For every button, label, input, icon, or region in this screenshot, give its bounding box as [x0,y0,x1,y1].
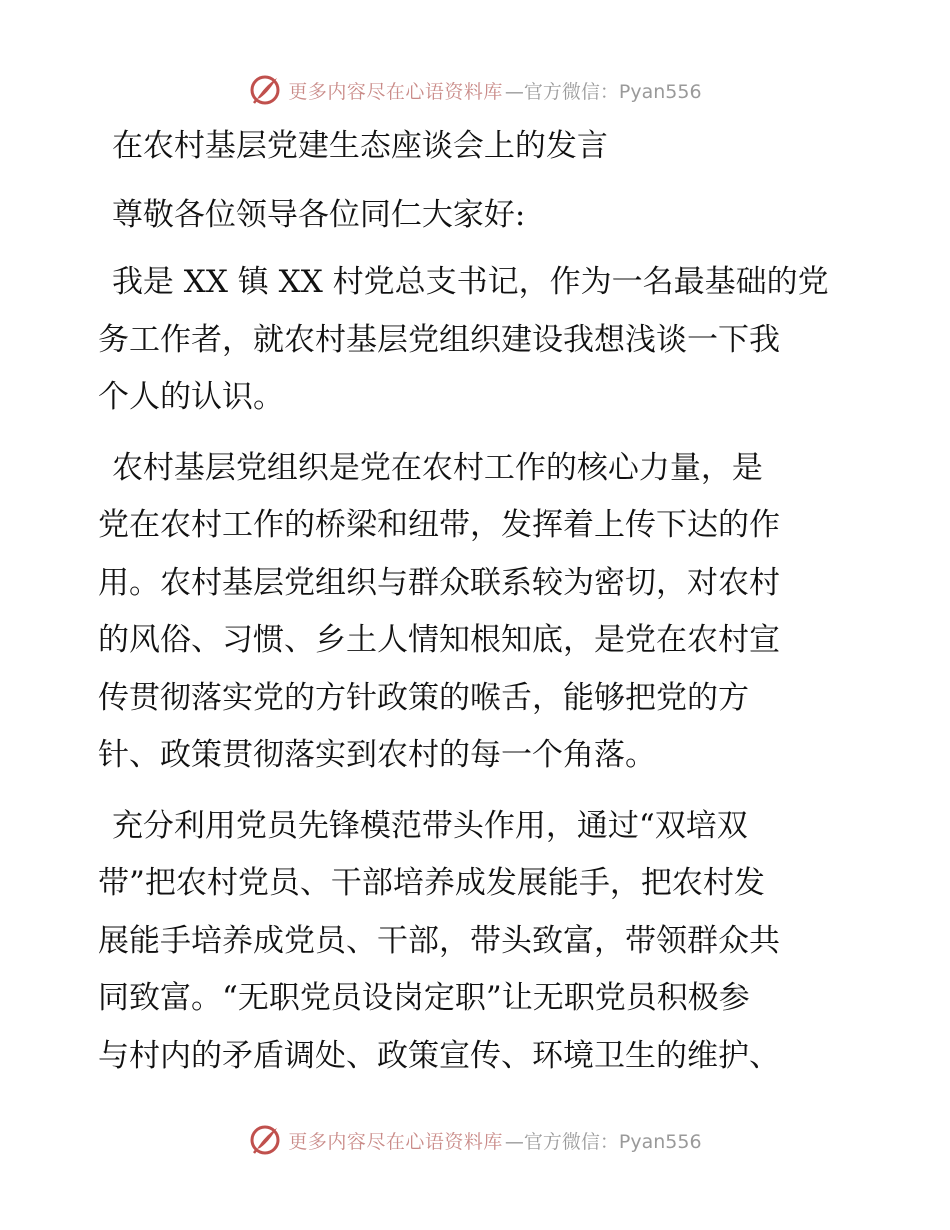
paragraph-line: 务工作者，就农村基层党组织建设我想浅谈一下我 [98,321,780,358]
paragraph-line: 我是 XX 镇 XX 村党总支书记，作为一名最基础的党 [111,264,829,300]
header-watermark [0,70,950,110]
paragraph-line: 传贯彻落实党的方针政策的喉舌，能够把党的方 [98,679,749,716]
paragraph-line: 农村基层党组织是党在农村工作的核心力量，是 [111,449,763,486]
paragraph-line: 针、政策贯彻落实到农村的每一个角落。 [98,737,656,773]
paragraph-line: 个人的认识。 [98,379,284,415]
watermark-main-text: 更多内容尽在心语资料库 [288,1130,503,1153]
paragraph-2 [98,440,858,785]
document-title: 在农村基层党建生态座谈会上的发言 [111,128,608,164]
paragraph-line: 党在农村工作的桥梁和纽带，发挥着上传下达的作 [98,507,780,543]
watermark-sub-text: —官方微信：Pyan556 [504,80,702,103]
paragraph-1 [98,254,858,427]
paragraph-line: 展能手培养成党员、干部，带头致富，带领群众共 [98,922,780,959]
paragraph-line: 与村内的矛盾调处、政策宣传、环境卫生的维护、 [98,1037,780,1074]
watermark-main-text: 更多内容尽在心语资料库 [288,80,503,103]
paragraph-line: 用。农村基层党组织与群众联系较为密切，对农村 [98,564,780,601]
feather-quill-logo-icon [248,73,282,107]
paragraph-line: 充分利用党员先锋模范带头作用，通过“双培双 [111,807,748,844]
greeting-line: 尊敬各位领导各位同仁大家好: [111,196,526,233]
feather-quill-logo-icon [248,1123,282,1157]
paragraph-line: 带”把农村党员、干部培养成发展能手，把农村发 [98,865,765,901]
paragraph-line: 的风俗、习惯、乡土人情知根知底，是党在农村宣 [98,622,780,658]
footer-watermark [0,1120,950,1160]
paragraph-3 [98,798,858,1086]
watermark-sub-text: —官方微信：Pyan556 [504,1130,702,1153]
document-body [98,118,858,1098]
paragraph-line: 同致富。“无职党员设岗定职”让无职党员积极参 [98,980,750,1016]
